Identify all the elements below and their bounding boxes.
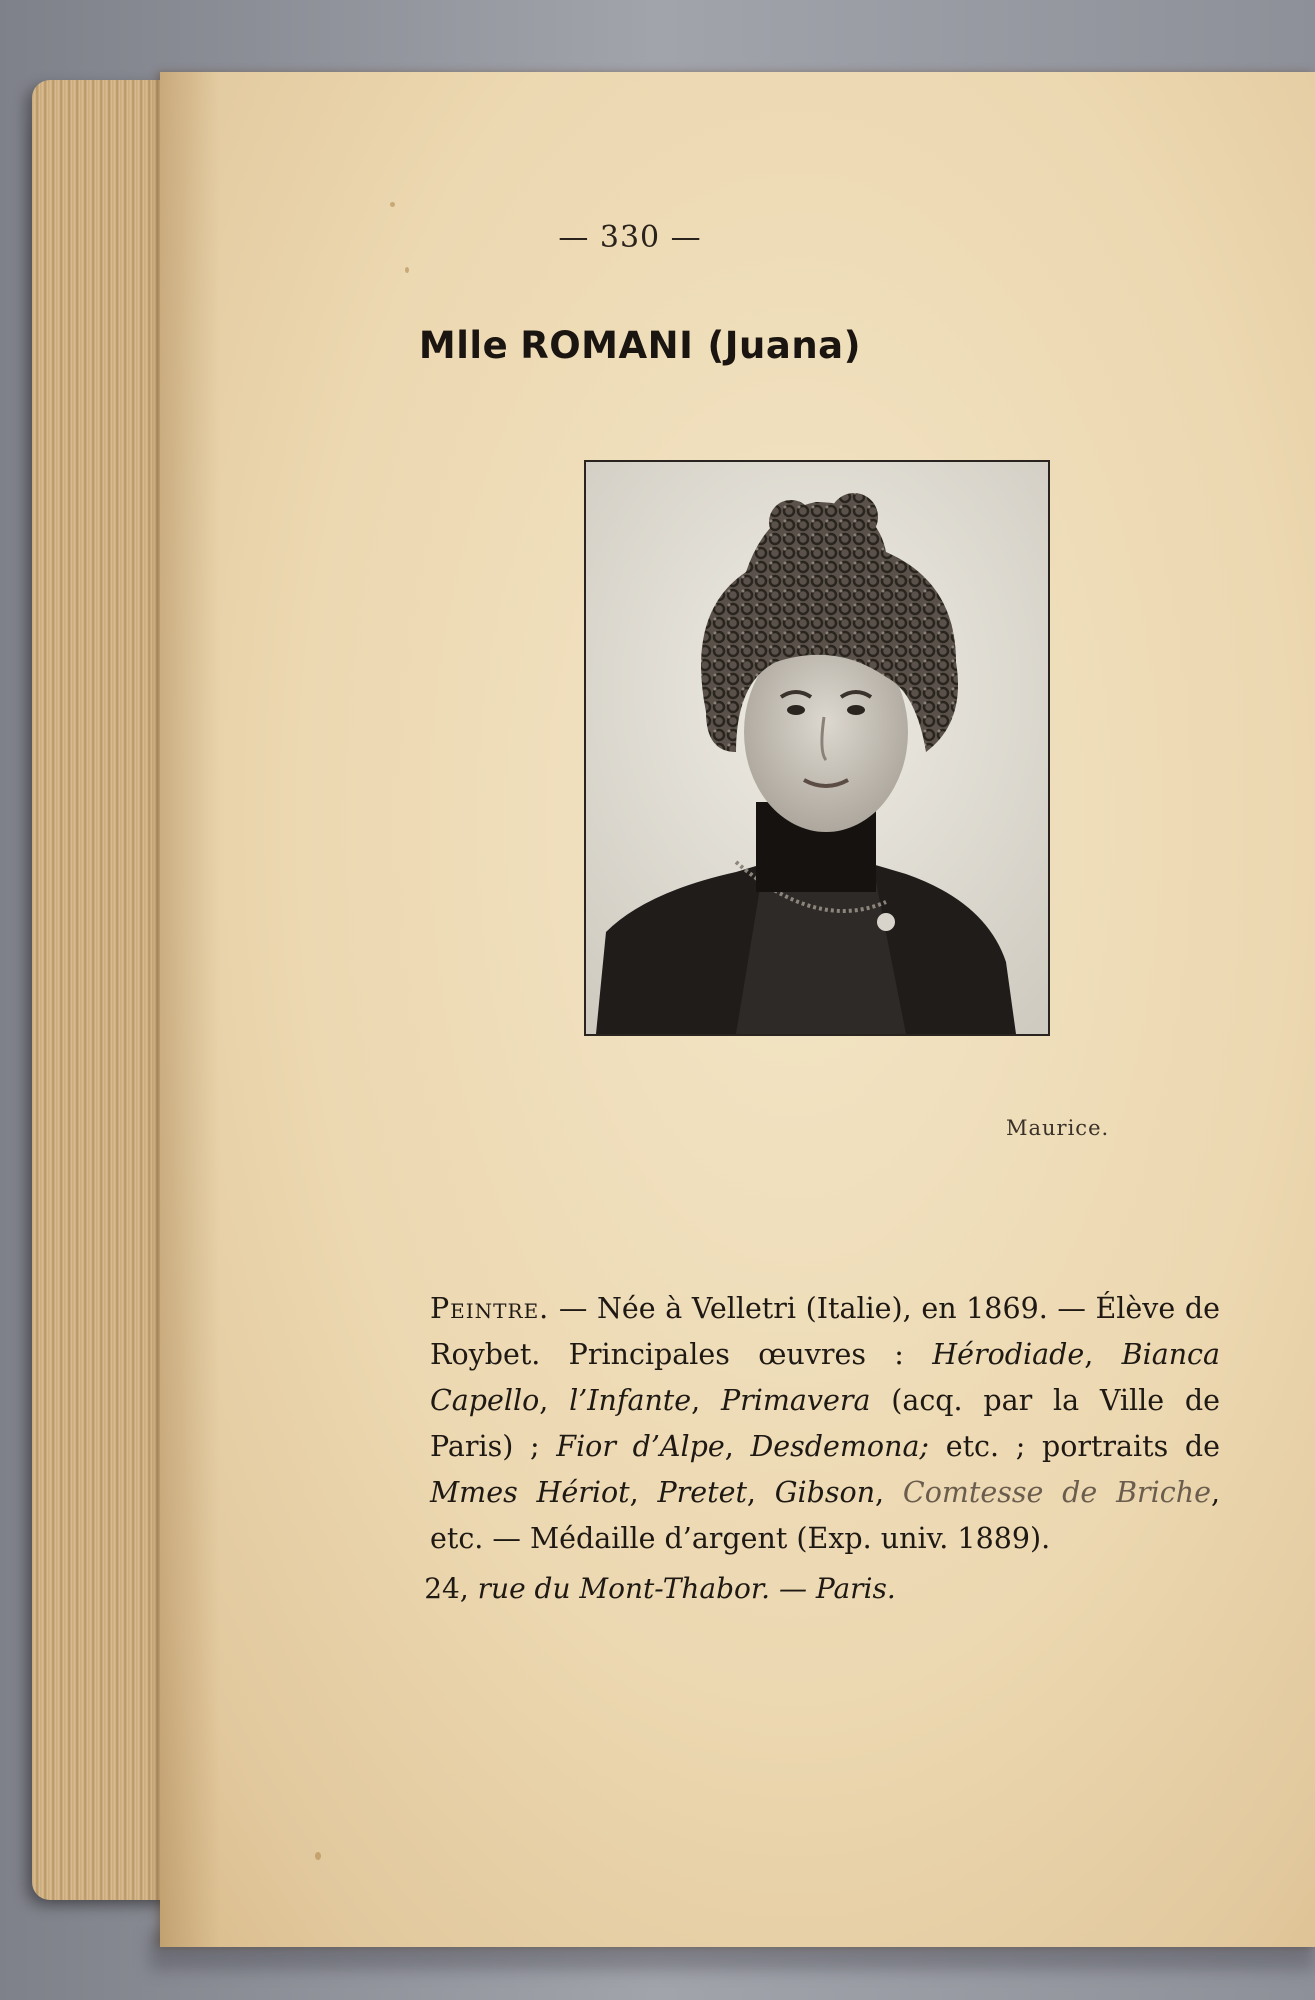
portrait-image (586, 462, 1048, 1034)
paper-speck (390, 202, 395, 207)
work-title: Fior d’Alpe (556, 1430, 725, 1463)
photo-credit: Maurice. (1006, 1116, 1110, 1140)
address-number: 24, (424, 1572, 469, 1605)
title-prefix: Mlle (418, 324, 509, 367)
title-given-name: (Juana) (707, 324, 862, 367)
bio-text: — Née à Velletri (Italie), en 1869. — Élève de Roybet. Principales œuvres : (430, 1292, 1220, 1371)
work-title: Bianca Capello (430, 1338, 1220, 1417)
bio-text: , (1084, 1338, 1122, 1371)
bio-text: (acq. par la Ville de Paris) ; (430, 1384, 1221, 1463)
bio-text: , (629, 1476, 658, 1509)
work-title: Desdemona; (750, 1430, 930, 1463)
work-title: Primavera (720, 1384, 871, 1417)
page-title (160, 324, 1120, 367)
paper-speck (315, 1852, 321, 1860)
book-page (160, 72, 1315, 1947)
address-line (160, 1572, 1160, 1605)
bio-text: , etc. — Médaille d’argent (Exp. univ. 1889). (430, 1476, 1220, 1555)
address-street: rue du Mont-Thabor. — Paris. (468, 1572, 896, 1605)
portrait-subject: Mmes Hériot (430, 1476, 630, 1509)
portrait-subject: Comtesse de Briche (902, 1476, 1211, 1509)
work-title: Hérodiade (932, 1338, 1085, 1371)
portrait-subject: Gibson (774, 1476, 876, 1509)
profession-label: Peintre. (430, 1292, 550, 1325)
biography-text (430, 1286, 1220, 1562)
title-surname: ROMANI (520, 324, 694, 367)
bio-text: , (724, 1430, 751, 1463)
bio-text: , (691, 1384, 721, 1417)
bio-text: , (539, 1384, 570, 1417)
bio-text: , (746, 1476, 775, 1509)
portrait-subject: Pretet (657, 1476, 747, 1509)
portrait-photo (584, 460, 1050, 1036)
bio-text: etc. ; portraits de (929, 1430, 1221, 1463)
bio-text: , (875, 1476, 903, 1509)
paper-speck (405, 267, 409, 273)
work-title: l’Infante (569, 1384, 692, 1417)
page-number: — 330 — (558, 220, 702, 255)
